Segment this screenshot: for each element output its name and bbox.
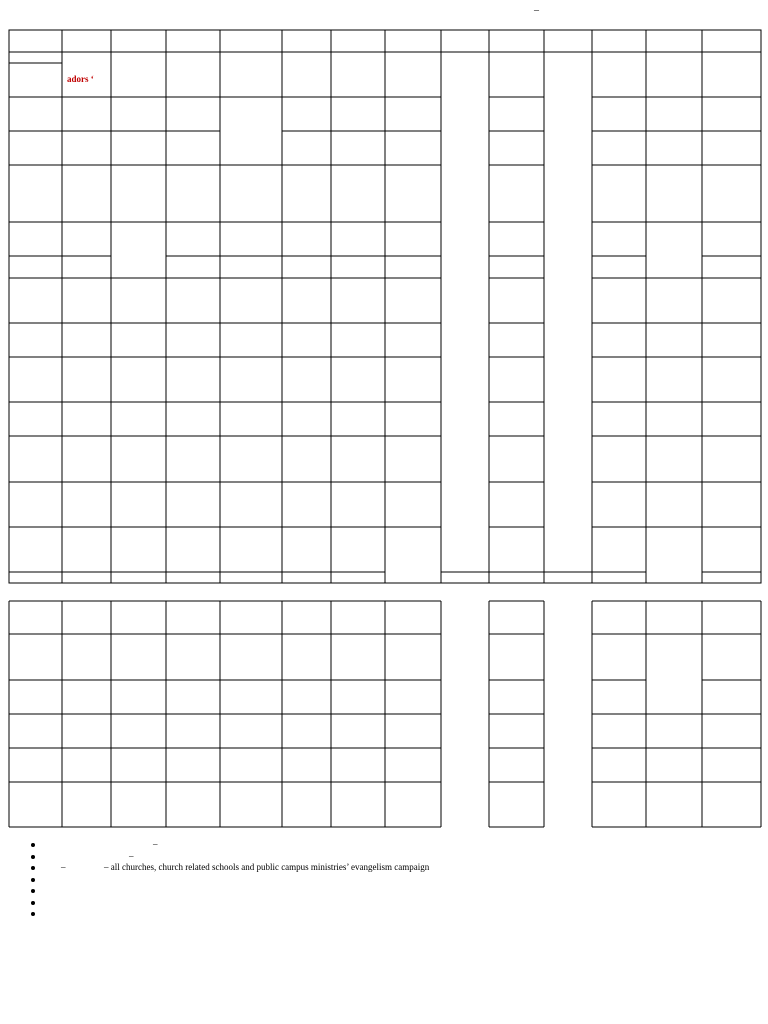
note-item: – xyxy=(129,851,134,861)
page-title: – xyxy=(534,5,539,16)
table-cell-label: adors ‘ xyxy=(67,74,94,84)
note-item: – xyxy=(153,839,158,849)
note-item: – xyxy=(61,862,66,872)
note-item: – all churches, church related schools and public campus ministries’ evangelism campaign xyxy=(104,862,430,872)
